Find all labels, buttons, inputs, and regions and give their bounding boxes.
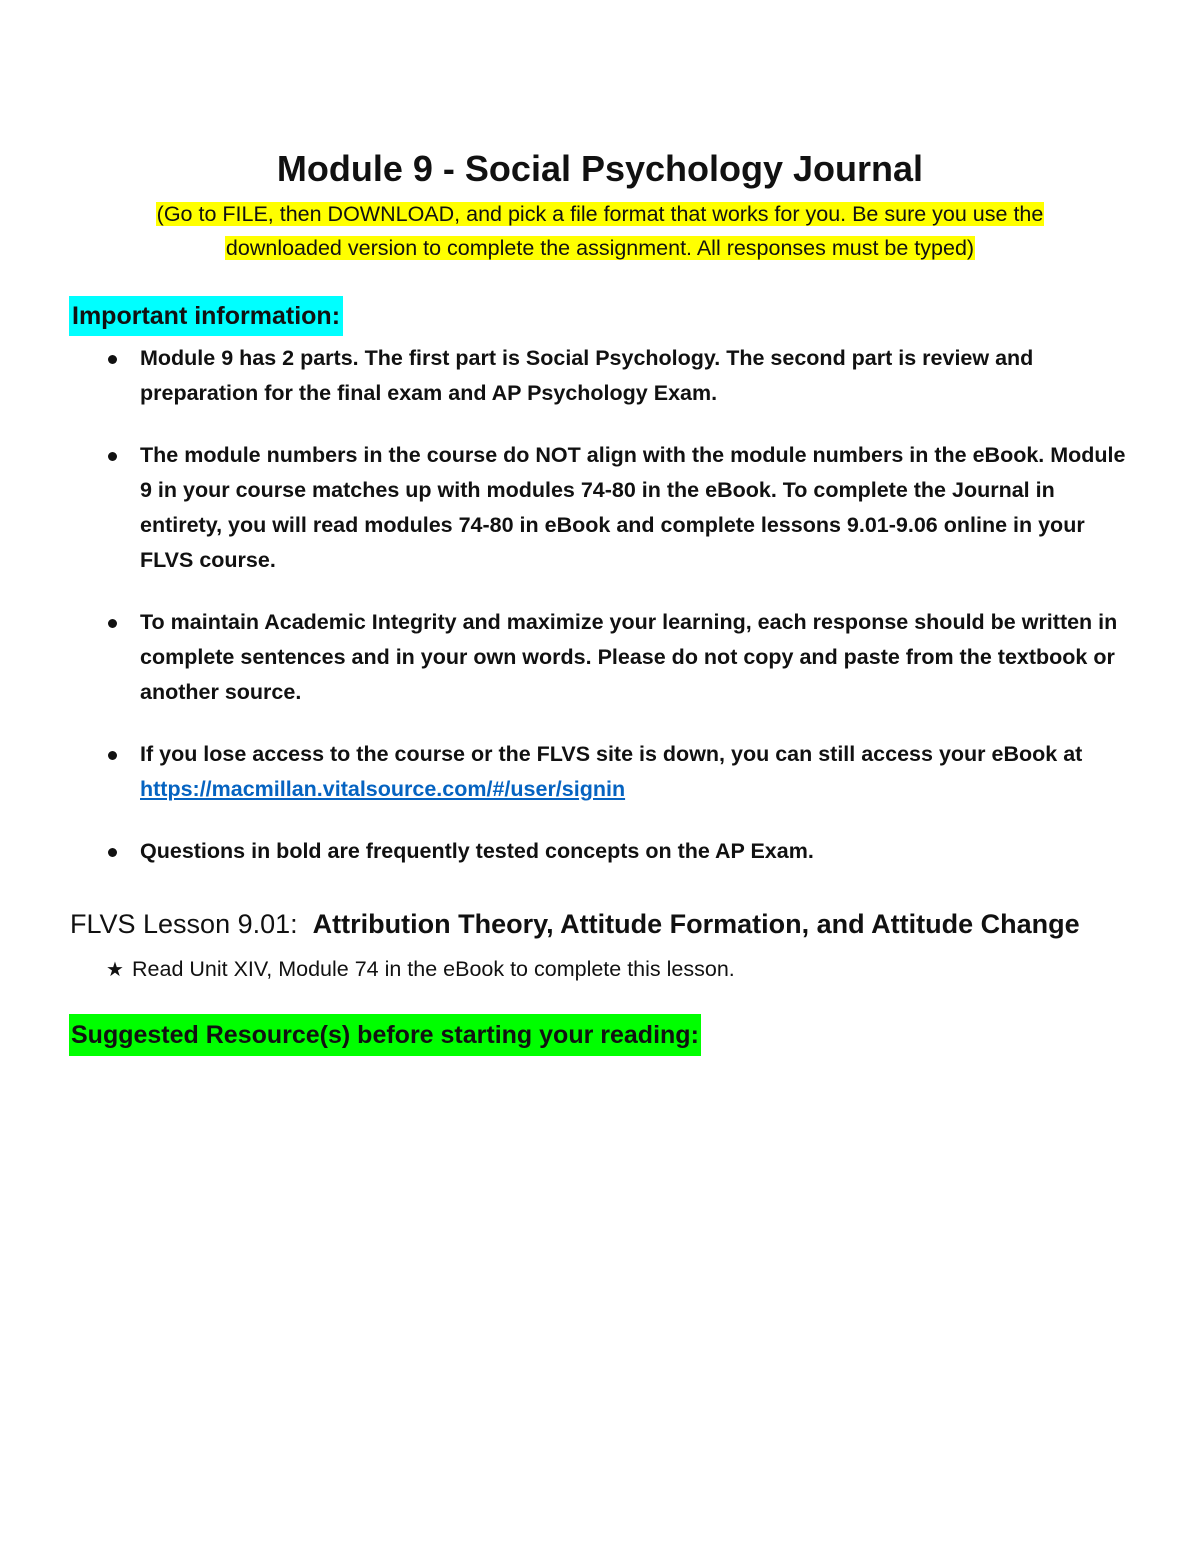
bullet-icon	[108, 751, 117, 760]
lesson-title: Attribution Theory, Attitude Formation, and Attitude Change	[312, 909, 1080, 939]
page-title: Module 9 - Social Psychology Journal	[276, 148, 924, 189]
notice-line-2: downloaded version to complete the assignment. All responses must be typed)	[225, 236, 975, 260]
list-item	[100, 834, 1140, 869]
bullet-text: Module 9 has 2 parts. The first part is Social Psychology. The second part is review and preparation for the final exam and AP Psychology Exam.	[140, 346, 1034, 405]
download-notice	[60, 197, 1140, 265]
suggested-resources-heading: Suggested Resource(s) before starting your reading:	[69, 1014, 701, 1056]
lesson-instruction	[106, 952, 735, 987]
important-info-list	[100, 341, 1140, 896]
notice-line-1: (Go to FILE, then DOWNLOAD, and pick a file format that works for you. Be sure you use the	[156, 202, 1044, 226]
important-info-heading: Important information:	[69, 296, 343, 336]
lesson-label: FLVS Lesson 9.01:	[70, 909, 298, 939]
bullet-icon	[108, 848, 117, 857]
ebook-signin-link[interactable]: https://macmillan.vitalsource.com/#/user/signin	[140, 777, 626, 801]
star-icon: ★	[106, 959, 124, 981]
lesson-instruction-text: Read Unit XIV, Module 74 in the eBook to complete this lesson.	[132, 957, 735, 981]
bullet-icon	[108, 619, 117, 628]
bullet-text: Questions in bold are frequently tested concepts on the AP Exam.	[140, 839, 814, 863]
list-item	[100, 438, 1140, 578]
list-item	[100, 737, 1140, 807]
list-item	[100, 605, 1140, 710]
bullet-text: The module numbers in the course do NOT align with the module numbers in the eBook. Module 9 in your course matches up with modules 74-80 in the eBook. To complete the Journal in entirety, you will read modules 74-80 in eBook and complete lessons 9.01-9.06 online in your FLVS course.	[140, 443, 1126, 572]
bullet-icon	[108, 452, 117, 461]
lesson-heading	[70, 904, 1080, 944]
list-item	[100, 341, 1140, 411]
bullet-text: If you lose access to the course or the FLVS site is down, you can still access your eBook at	[140, 742, 1083, 766]
bullet-text: To maintain Academic Integrity and maximize your learning, each response should be written in complete sentences and in your own words. Please do not copy and paste from the textbook or another source.	[140, 610, 1118, 704]
bullet-icon	[108, 355, 117, 364]
